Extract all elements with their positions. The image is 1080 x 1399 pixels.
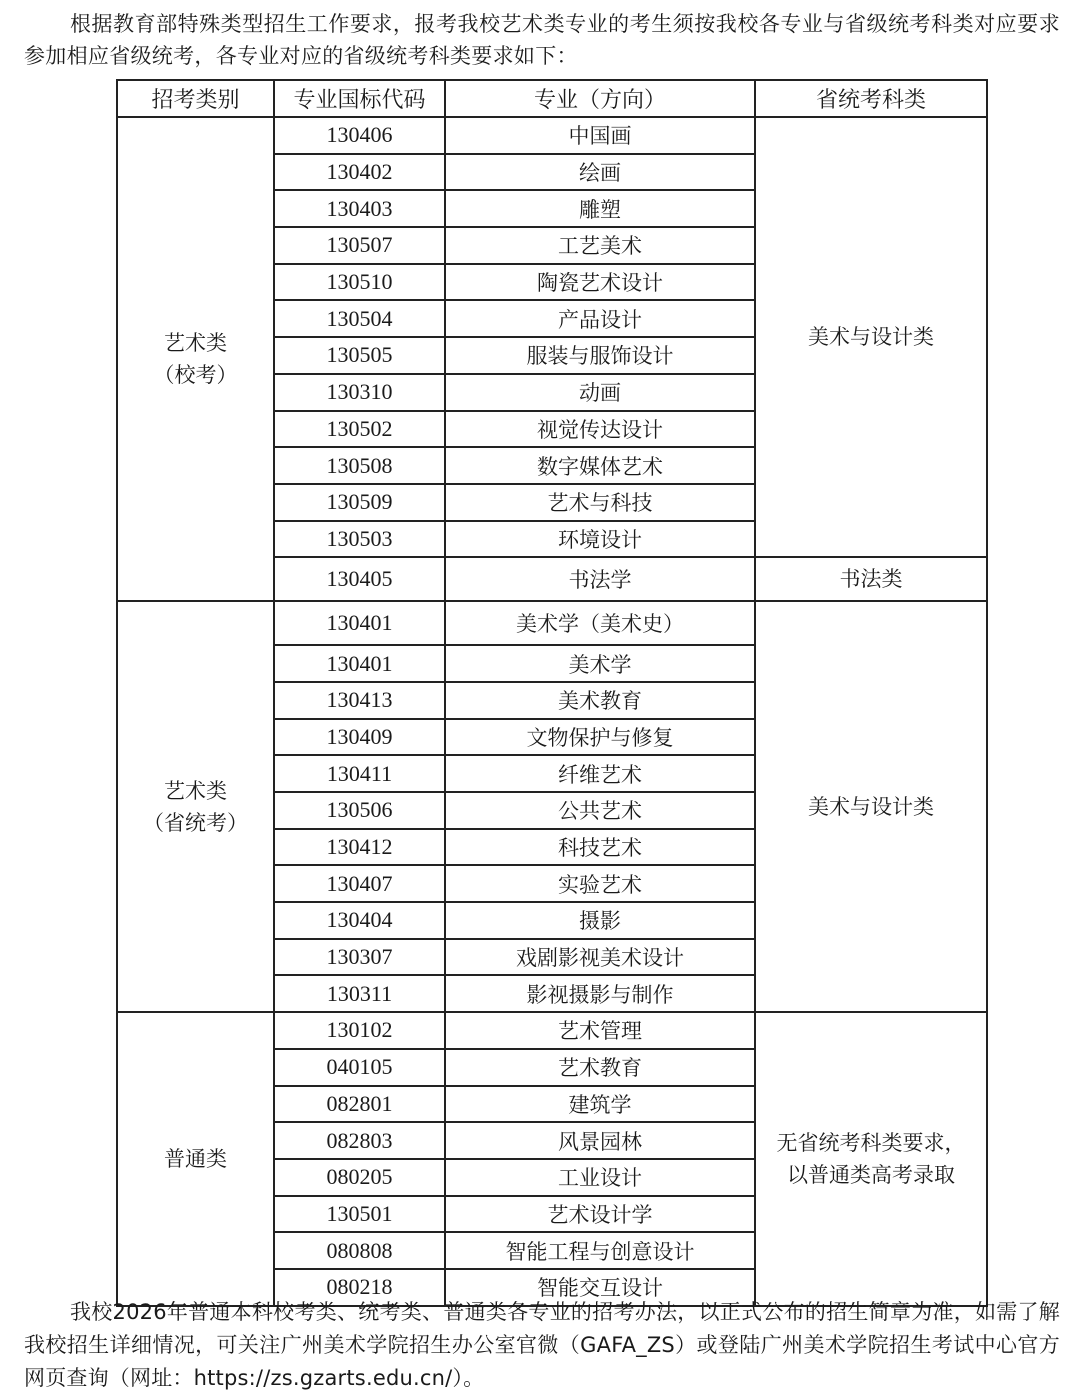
table-row: [117, 117, 987, 154]
major-code-cell: 080808: [274, 1232, 445, 1269]
major-code-cell: 130310: [274, 374, 445, 411]
major-code-cell: 040105: [274, 1049, 445, 1086]
header-exam: 省统考科类: [755, 80, 987, 117]
major-name-cell: 产品设计: [445, 300, 755, 337]
major-code-cell: 130506: [274, 792, 445, 829]
category-line: 普通类: [164, 1146, 227, 1171]
header-major: 专业（方向）: [445, 80, 755, 117]
intro-paragraph: 根据教育部特殊类型招生工作要求，报考我校艺术类专业的考生须按我校各专业与省级统考科类对应要求参加相应省级统考，各专业对应的省级统考科类要求如下：: [24, 12, 1060, 68]
major-code-cell: 130405: [274, 557, 445, 601]
major-name-cell: 艺术管理: [445, 1012, 755, 1049]
major-code-cell: 130502: [274, 411, 445, 448]
major-name-cell: 服装与服饰设计: [445, 337, 755, 374]
major-code-cell: 130402: [274, 154, 445, 191]
major-name-cell: 陶瓷艺术设计: [445, 264, 755, 301]
major-code-cell: 130409: [274, 719, 445, 756]
major-name-cell: 美术教育: [445, 682, 755, 719]
major-name-cell: 书法学: [445, 557, 755, 601]
major-code-cell: 130401: [274, 645, 445, 682]
header-category: 招考类别: [117, 80, 274, 117]
major-code-cell: 130501: [274, 1196, 445, 1233]
major-code-cell: 130411: [274, 755, 445, 792]
major-code-cell: 130504: [274, 300, 445, 337]
major-code-cell: 130404: [274, 902, 445, 939]
exam-category-cell: 美术与设计类: [755, 601, 987, 1012]
major-code-cell: 130509: [274, 484, 445, 521]
category-cell: [117, 1012, 274, 1306]
major-name-cell: 数字媒体艺术: [445, 447, 755, 484]
table-row: [117, 601, 987, 645]
major-name-cell: 风景园林: [445, 1122, 755, 1159]
major-code-cell: 130507: [274, 227, 445, 264]
major-name-cell: 公共艺术: [445, 792, 755, 829]
major-code-cell: 130307: [274, 939, 445, 976]
major-name-cell: 中国画: [445, 117, 755, 154]
major-name-cell: 雕塑: [445, 190, 755, 227]
major-code-cell: 130102: [274, 1012, 445, 1049]
major-name-cell: 视觉传达设计: [445, 411, 755, 448]
major-name-cell: 影视摄影与制作: [445, 975, 755, 1012]
major-code-cell: 080205: [274, 1159, 445, 1196]
major-name-cell: 工业设计: [445, 1159, 755, 1196]
major-name-cell: 建筑学: [445, 1086, 755, 1123]
table-header-row: [117, 80, 987, 117]
category-cell: [117, 117, 274, 601]
category-cell: [117, 601, 274, 1012]
major-name-cell: 绘画: [445, 154, 755, 191]
major-name-cell: 智能交互设计: [445, 1269, 755, 1306]
major-name-cell: 工艺美术: [445, 227, 755, 264]
category-line: （校考）: [153, 363, 238, 388]
outro-paragraph: 我校2026年普通本科校考类、统考类、普通类各专业的招考办法，以正式公布的招生简章为准，如需了解我校招生详细情况，可关注广州美术学院招生办公室官微（GAFA_ZS）或登陆广州美术学院招生考试中心官方网页查询（网址：https://zs.gzarts.edu.cn/）。: [24, 1300, 1060, 1390]
major-code-cell: 130401: [274, 601, 445, 645]
major-code-cell: 130508: [274, 447, 445, 484]
major-code-cell: 130406: [274, 117, 445, 154]
category-line: 艺术类: [164, 778, 227, 803]
category-line: 艺术类: [164, 331, 227, 356]
category-line: （省统考）: [143, 810, 248, 835]
major-code-cell: 130505: [274, 337, 445, 374]
major-code-cell: 130403: [274, 190, 445, 227]
major-name-cell: 科技艺术: [445, 829, 755, 866]
major-name-cell: 实验艺术: [445, 865, 755, 902]
major-code-cell: 130510: [274, 264, 445, 301]
major-name-cell: 文物保护与修复: [445, 719, 755, 756]
major-name-cell: 艺术教育: [445, 1049, 755, 1086]
major-code-cell: 130311: [274, 975, 445, 1012]
major-code-cell: 130407: [274, 865, 445, 902]
exam-category-cell: 无省统考科类要求，以普通类高考录取: [755, 1012, 987, 1306]
major-code-cell: 130412: [274, 829, 445, 866]
exam-category-cell: 美术与设计类: [755, 117, 987, 557]
major-name-cell: 艺术与科技: [445, 484, 755, 521]
major-name-cell: 环境设计: [445, 521, 755, 558]
major-name-cell: 摄影: [445, 902, 755, 939]
major-name-cell: 纤维艺术: [445, 755, 755, 792]
major-name-cell: 美术学: [445, 645, 755, 682]
major-name-cell: 美术学（美术史）: [445, 601, 755, 645]
table-body: [117, 117, 987, 1306]
major-exam-table: [116, 79, 988, 1307]
major-name-cell: 动画: [445, 374, 755, 411]
major-name-cell: 戏剧影视美术设计: [445, 939, 755, 976]
major-code-cell: 082801: [274, 1086, 445, 1123]
exam-category-cell: 书法类: [755, 557, 987, 601]
major-code-cell: 082803: [274, 1122, 445, 1159]
major-name-cell: 智能工程与创意设计: [445, 1232, 755, 1269]
table-row: [117, 1012, 987, 1049]
major-code-cell: 080218: [274, 1269, 445, 1306]
major-name-cell: 艺术设计学: [445, 1196, 755, 1233]
major-code-cell: 130413: [274, 682, 445, 719]
major-code-cell: 130503: [274, 521, 445, 558]
header-code: 专业国标代码: [274, 80, 445, 117]
